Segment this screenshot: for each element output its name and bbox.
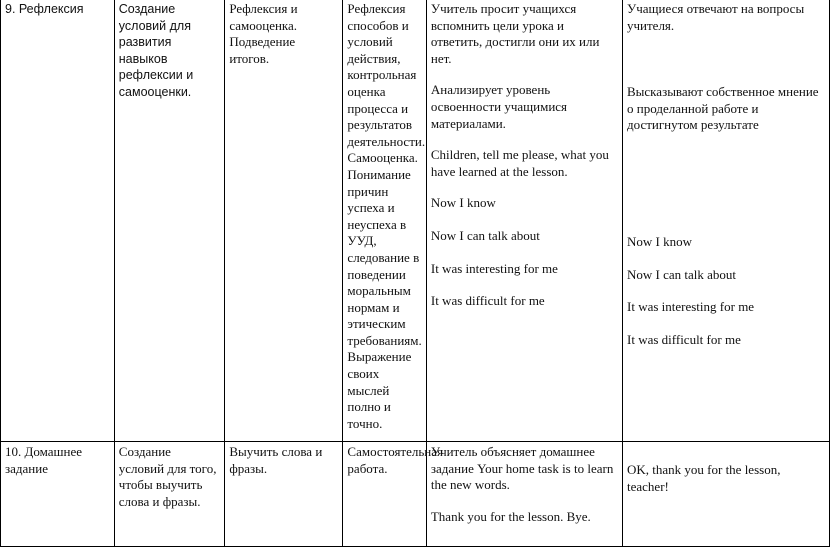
students-line: Now I know xyxy=(627,233,692,249)
students-line: Учащиеся отвечают на вопросы учителя. xyxy=(627,1,805,33)
teacher-line: Now I can talk about xyxy=(430,227,540,243)
stage-label: 9. Рефлексия xyxy=(5,2,84,16)
goal-cell xyxy=(114,442,225,547)
stage-cell xyxy=(1,0,115,442)
table-row-homework xyxy=(1,442,830,547)
tasks-text: Выучить слова и фразы. xyxy=(229,444,323,476)
teacher-activity-cell xyxy=(426,0,622,442)
teacher-line: Now I know xyxy=(430,195,496,211)
stage-cell xyxy=(1,442,115,547)
goal-cell xyxy=(114,0,225,442)
teacher-line: Учитель объясняет домашнее задание Your home task is to learn the new words. xyxy=(430,444,614,493)
teacher-line: It was difficult for me xyxy=(430,293,545,309)
students-line: It was interesting for me xyxy=(627,299,755,315)
teacher-line: It was interesting for me xyxy=(430,260,558,276)
students-activity-cell xyxy=(623,442,830,547)
students-line: Now I can talk about xyxy=(627,266,737,282)
teacher-line: Анализирует уровень освоенности учащимися материалами. xyxy=(430,82,568,131)
students-line: Высказывают собственное мнение о проделанной работе и достигнутом результате xyxy=(627,84,819,133)
goal-text: Создание условий для того, чтобы выучить слова и фразы. xyxy=(118,444,217,509)
teacher-line: Учитель просит учащихся вспомнить цели урока и ответить, достигли они их или нет. xyxy=(430,1,600,66)
stage-label: 10. Домашнее задание xyxy=(5,444,83,476)
goal-text: Создание условий для развития навыков рефлексии и самооценки. xyxy=(118,2,194,99)
teacher-line: Children, tell me please, what you have learned at the lesson. xyxy=(430,147,609,179)
uud-cell xyxy=(343,0,426,442)
tasks-text: Рефлексия и самооценка. Подведение итогов. xyxy=(229,1,298,66)
teacher-line: Thank you for the lesson. Bye. xyxy=(430,508,591,524)
students-line: OK, thank you for the lesson, teacher! xyxy=(627,462,781,494)
tasks-cell xyxy=(225,0,343,442)
students-activity-cell xyxy=(623,0,830,442)
uud-text: Рефлексия способов и условий действия, контрольная оценка процесса и результатов деятельности. Самооценка. Понимание причин успеха и неуспеха в УУД, следование в поведении моральным нормам и этическим требованиям. Выражение своих мыслей полно и точно. xyxy=(347,1,426,431)
tasks-cell xyxy=(225,442,343,547)
table-row-reflection xyxy=(1,0,830,442)
uud-text: Самостоятельная работа. xyxy=(347,444,443,476)
teacher-activity-cell xyxy=(426,442,622,547)
uud-cell xyxy=(343,442,443,547)
students-line: It was difficult for me xyxy=(627,331,741,347)
